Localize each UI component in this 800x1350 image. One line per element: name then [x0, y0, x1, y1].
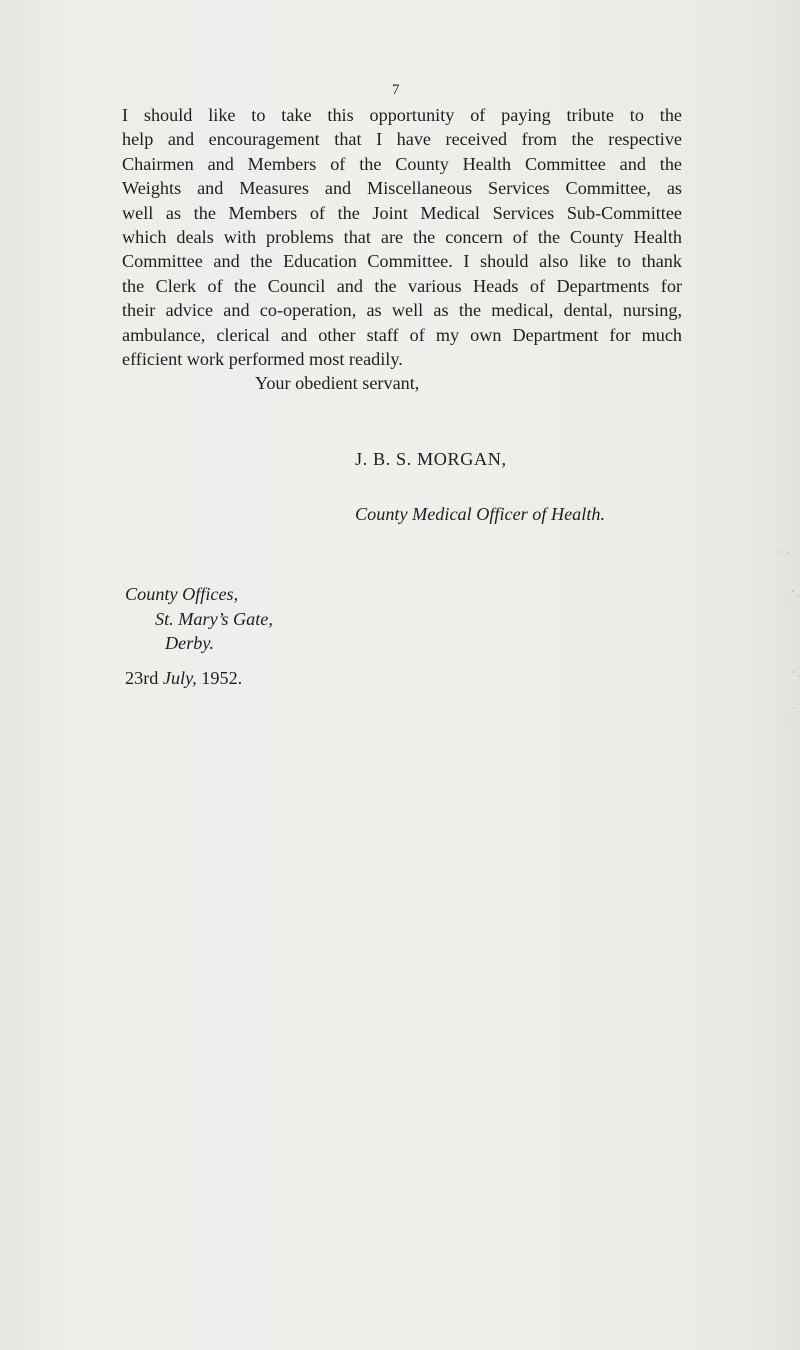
signatory-name: J. B. S. MORGAN,: [355, 449, 507, 469]
paragraph-line: efficient work performed most readily.: [122, 349, 403, 370]
date-year: 1952.: [201, 668, 243, 688]
sender-address: [125, 582, 273, 656]
closing-salutation: Your obedient servant,: [255, 373, 420, 393]
paragraph-line: Weights and Measures and Miscellaneous Services Committee, as: [122, 178, 682, 199]
paragraph-line: their advice and co-operation, as well as the medical, dental, nursing,: [122, 300, 682, 321]
scan-specks: [760, 0, 800, 1350]
address-line: County Offices,: [125, 584, 239, 604]
address-line: St. Mary’s Gate,: [155, 608, 273, 629]
paragraph-line: which deals with problems that are the concern of the County Health: [122, 227, 682, 248]
paragraph-line: Committee and the Education Committee. I should also like to thank: [122, 251, 682, 272]
letter-date: [125, 668, 242, 689]
paragraph-line: the Clerk of the Council and the various Heads of Departments for: [122, 275, 682, 296]
address-line: Derby.: [165, 633, 214, 653]
paragraph-line: well as the Members of the Joint Medical Services Sub-Committee: [122, 202, 682, 223]
date-day: 23rd: [125, 668, 159, 688]
signatory-title: County Medical Officer of Health.: [355, 504, 606, 524]
page-number: 7: [392, 82, 400, 98]
paragraph-line: I should like to take this opportunity of paying tribute to the: [122, 105, 682, 125]
paragraph-line: Chairmen and Members of the County Health Committee and the: [122, 153, 682, 174]
paragraph-line: ambulance, clerical and other staff of my own Department for much: [122, 324, 682, 345]
paragraph-line: help and encouragement that I have received from the respective: [122, 129, 682, 150]
date-month: July,: [162, 668, 197, 688]
body-paragraph: [122, 103, 682, 371]
